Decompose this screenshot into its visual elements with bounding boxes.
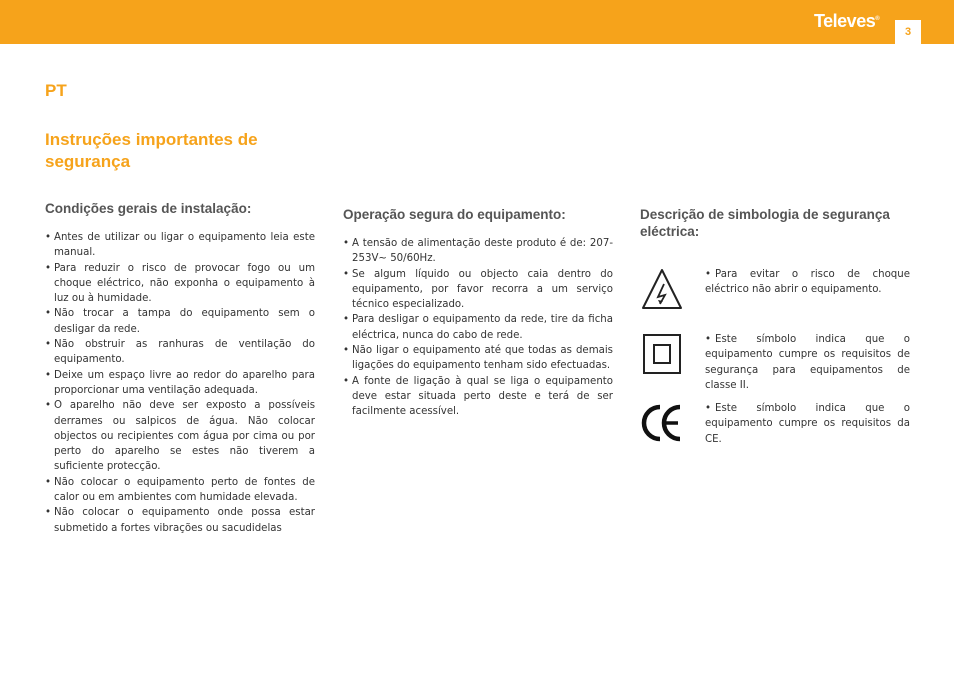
list-item: • Deixe um espaço livre ao redor do aparelho para proporcionar uma ventilação adequada. (45, 368, 315, 399)
list-item: • Para desligar o equipamento da rede, tire da ficha eléctrica, nunca do cabo de rede. (343, 312, 613, 343)
page-number: 3 (895, 20, 921, 44)
list-item: • A fonte de ligação à qual se liga o equipamento deve estar situada perto deste e terá de ser facilmente acessível. (343, 374, 613, 420)
list-item: • Antes de utilizar ou ligar o equipamento leia este manual. (45, 230, 315, 261)
list-item: • Não colocar o equipamento onde possa estar submetido a fortes vibrações ou sacudidelas (45, 505, 315, 536)
operation-heading: Operação segura do equipamento: (343, 207, 566, 222)
install-section (45, 200, 315, 536)
language-code: PT (45, 81, 67, 100)
operation-section (343, 206, 613, 420)
symbol-desc: • Este símbolo indica que o equipamento cumpre os requisitos da CE. (705, 403, 910, 445)
symbols-heading: Descrição de simbologia de segurança eléctrica: (640, 207, 890, 239)
list-item: • Não obstruir as ranhuras de ventilação do equipamento. (45, 337, 315, 368)
list-item: • Não trocar a tampa do equipamento sem o desligar da rede. (45, 306, 315, 337)
class-ii-double-insulation-icon (640, 332, 684, 376)
install-heading: Condições gerais de instalação: (45, 201, 252, 216)
list-item: • Para reduzir o risco de provocar fogo ou um choque eléctrico, não exponha o equipamento à luz ou à humidade. (45, 261, 315, 307)
list-item: • Não ligar o equipamento até que todas as demais ligações do equipamento tenham sido efectuadas. (343, 343, 613, 374)
electric-shock-warning-icon (640, 267, 684, 311)
symbol-desc: • Para evitar o risco de choque eléctrico não abrir o equipamento. (705, 269, 910, 296)
ce-mark-icon (640, 401, 684, 445)
symbol-desc: • Este símbolo indica que o equipamento cumpre os requisitos de segurança para equipamentos de classe II. (705, 334, 910, 391)
operation-list (343, 236, 613, 420)
list-item: • O aparelho não deve ser exposto a possíveis derrames ou salpicos de água. Não colocar objectos ou recipientes com água por cima ou por perto do aparelho se estes não tiverem a suficiente protecção. (45, 398, 315, 474)
header-bar (0, 0, 954, 44)
list-item: • A tensão de alimentação deste produto é de: 207-253V~ 50/60Hz. (343, 236, 613, 267)
list-item: • Não colocar o equipamento perto de fontes de calor ou em ambientes com humidade elevada. (45, 475, 315, 506)
symbols-section (640, 206, 915, 240)
list-item: • Se algum líquido ou objecto caia dentro do equipamento, por favor recorra a um serviço técnico especializado. (343, 267, 613, 313)
page-title: Instruções importantes de segurança (45, 130, 258, 171)
install-list (45, 230, 315, 536)
brand-logo: Televes® (814, 11, 880, 31)
